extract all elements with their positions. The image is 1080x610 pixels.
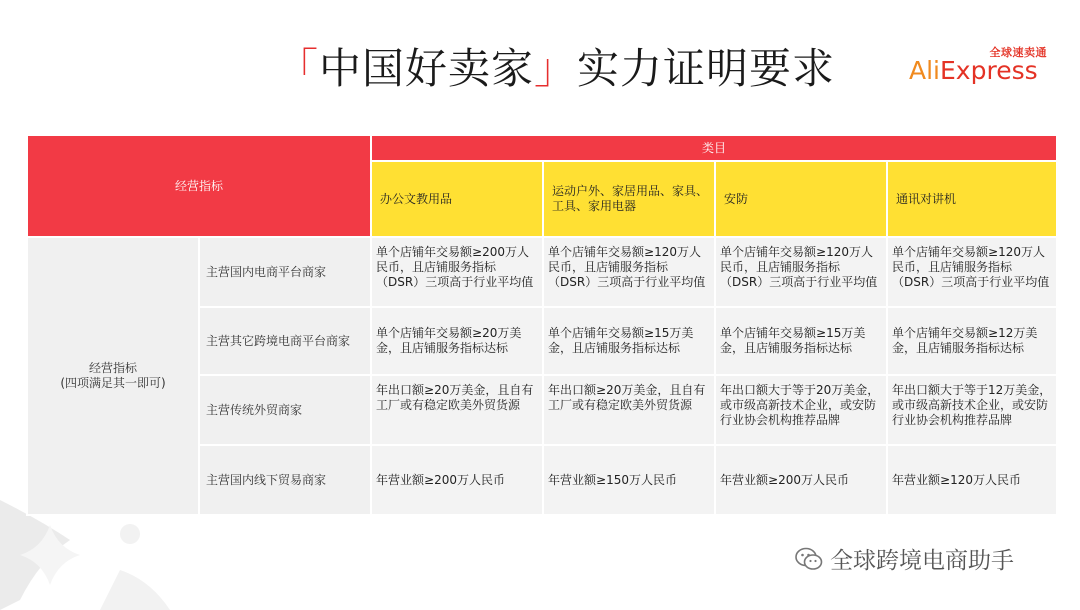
requirements-table — [26, 134, 1058, 516]
subcategory-security: 安防 — [715, 161, 887, 237]
table-cell: 年营业额≥200万人民币 — [715, 445, 887, 515]
row-label: 主营国内线下贸易商家 — [199, 445, 371, 515]
corner-arrow — [196, 236, 208, 237]
table-cell: 年出口额≥20万美金，且自有工厂或有稳定欧美外贸货源 — [543, 375, 715, 445]
title-open-bracket: 「 — [276, 44, 320, 93]
table-cell: 单个店铺年交易额≥200万人民币，且店铺服务指标（DSR）三项高于行业平均值 — [371, 237, 543, 307]
logo-wordmark: AliExpress — [909, 56, 1038, 85]
category-header: 类目 — [371, 135, 1057, 161]
table-cell: 单个店铺年交易额≥15万美金，且店铺服务指标达标 — [543, 307, 715, 375]
title-close-bracket: 」 — [534, 44, 578, 93]
slide-title — [276, 36, 835, 96]
table-cell: 年出口额大于等于12万美金，或市级高新技术企业，或安防行业协会机构推荐品牌 — [887, 375, 1057, 445]
title-emphasis: 中国好卖家 — [319, 44, 535, 93]
row-label: 主营其它跨境电商平台商家 — [199, 307, 371, 375]
watermark-text: 全球跨境电商助手 — [830, 548, 1014, 574]
table-cell: 年营业额≥150万人民币 — [543, 445, 715, 515]
logo-tagline: 全球速卖通 — [989, 46, 1047, 59]
table-cell: 年营业额≥120万人民币 — [887, 445, 1057, 515]
table-cell: 年出口额大于等于20万美金，或市级高新技术企业，或安防行业协会机构推荐品牌 — [715, 375, 887, 445]
subcategory-office: 办公文教用品 — [371, 161, 543, 237]
row-label: 主营国内电商平台商家 — [199, 237, 371, 307]
title-rest: 实力证明要求 — [577, 44, 836, 93]
group-label: 经营指标 (四项满足其一即可) — [27, 237, 199, 515]
watermark — [794, 542, 1014, 575]
row-label: 主营传统外贸商家 — [199, 375, 371, 445]
table-cell: 单个店铺年交易额≥12万美金，且店铺服务指标达标 — [887, 307, 1057, 375]
table-cell: 单个店铺年交易额≥120万人民币，且店铺服务指标（DSR）三项高于行业平均值 — [887, 237, 1057, 307]
table-cell: 单个店铺年交易额≥15万美金，且店铺服务指标达标 — [715, 307, 887, 375]
corner-header: 经营指标 — [27, 135, 371, 237]
subcategory-intercom: 通讯对讲机 — [887, 161, 1057, 237]
table-cell: 年出口额≥20万美金，且自有工厂或有稳定欧美外贸货源 — [371, 375, 543, 445]
table-cell: 单个店铺年交易额≥20万美金，且店铺服务指标达标 — [371, 307, 543, 375]
subcategory-sports-home: 运动户外、家居用品、家具、工具、家用电器 — [543, 161, 715, 237]
table-cell: 单个店铺年交易额≥120万人民币，且店铺服务指标（DSR）三项高于行业平均值 — [543, 237, 715, 307]
table-row — [27, 237, 1057, 307]
table-cell: 年营业额≥200万人民币 — [371, 445, 543, 515]
aliexpress-logo — [909, 44, 1049, 88]
table-cell: 单个店铺年交易额≥120万人民币，且店铺服务指标（DSR）三项高于行业平均值 — [715, 237, 887, 307]
wechat-icon — [794, 546, 824, 572]
